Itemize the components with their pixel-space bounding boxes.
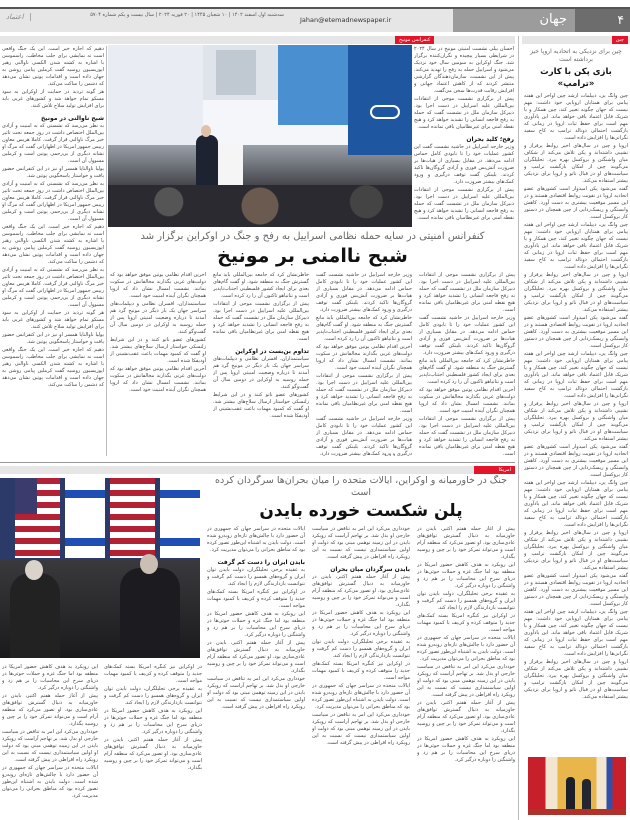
munich-conference-photo — [108, 45, 412, 227]
section-rule — [0, 462, 515, 463]
munich-column: آخرین اقدام نظامی پوتین موفق خواهد بود که دولت‌های غربی بگذارند مخالفانش در سکوت بمانند. نشست امسال نشان داد که اروپا همچنان نگران آینده امنیت خود است. سیاستمداران، افسران نظامی و دیپلمات‌های سراسر جهان یک بار دیگر در مونیخ گرد هم آمدند تا درباره وضعیت امنیتی اروپا پس از حمله روسیه به اوکراین در دومین سال آن گفت‌وگو کنند. کشورهای عضو ناتو کنند و در این شرایط زلنسکی خواستار ارسال سلاح‌های بیشتر شد. او گفت که کمبود مهمات باعث عقب‌نشینی از آودیفکا شده است. آخرین اقدام نظامی پوتین موفق خواهد بود که دولت‌های غربی بگذارند مخالفانش در سکوت بمانند. نشست امسال نشان داد که اروپا همچنان نگران آینده امنیت خود است. — [110, 272, 206, 393]
munich-article — [110, 230, 515, 456]
munich-left-column: دهیم که اجازه خیر است. این یک جنگ واقعی است نه نمایشی برای جلب مخاطب. راسموسن با اشاره به کشته شدن الکسی ناوالنی رهبر اپوزیسیون روسیه گفت کرملین پیامی روشن به جهان داده است و اقدامات پوتین نشان می‌دهد که دشمن را ساکت می‌کند. هر گونه تردید در حمایت از اوکراین به سود مسکو تمام خواهد شد و کشورهای غربی باید برای افزایش تولید سلاح تلاش کنند. شبح ناوالنی در مونیخ به نظر می‌رسد که نشستی که به امنیت و آزادی بین‌الملل اختصاص داشت در روز جمعه تحت تاثیر خبر مرگ ناوالنی قرار گرفت. کاملا هریس معاون رییس جمهور امریکا در اظهاراتی گفت که مرگ او نشانه دیگری از بی‌رحمی پوتین است و کرملین مسوول آن است. یولیا ناوالنایا همسر او نیز در این کنفرانس حضور یافت و خواستار پاسخگویی پوتین شد. به نظر می‌رسد که نشستی که به امنیت و آزادی بین‌الملل اختصاص داشت در روز جمعه تحت تاثیر خبر مرگ ناوالنی قرار گرفت. کاملا هریس معاون رییس جمهور امریکا در اظهاراتی گفت که مرگ او نشانه دیگری از بی‌رحمی پوتین است و کرملین مسوول آن است. دهیم که اجازه خیر است. این یک جنگ واقعی است نه نمایشی برای جلب مخاطب. راسموسن با اشاره به کشته شدن الکسی ناوالنی رهبر اپوزیسیون روسیه گفت کرملین پیامی روشن به جهان داده است و اقدامات پوتین نشان می‌دهد که دشمن را ساکت می‌کند. به نظر می‌رسد که نشستی که به امنیت و آزادی بین‌الملل اختصاص داشت در روز جمعه تحت تاثیر خبر مرگ ناوالنی قرار گرفت. کاملا هریس معاون رییس جمهور امریکا در اظهاراتی گفت که مرگ او نشانه دیگری از بی‌رحمی پوتین است و کرملین مسوول آن است. هر گونه تردید در حمایت از اوکراین به سود مسکو تمام خواهد شد و کشورهای غربی باید برای افزایش تولید سلاح تلاش کنند. یولیا ناوالنایا همسر او نیز در این کنفرانس حضور یافت و خواستار پاسخگویی پوتین شد. دهیم که اجازه خیر است. این یک جنگ واقعی است نه نمایشی برای جلب مخاطب. راسموسن با اشاره به کشته شدن الکسی ناوالنی رهبر اپوزیسیون روسیه گفت کرملین پیامی روشن به جهان داده است و اقدامات پوتین نشان می‌دهد که دشمن را ساکت می‌کند. — [2, 46, 104, 388]
america-article — [207, 475, 515, 817]
america-headline: پلن شکست خورده بایدن — [259, 501, 463, 521]
section-email[interactable]: Jahan@etemadnewspaper.ir — [300, 16, 392, 24]
munich-column: خاطرنشان کرد که جامعه بین‌المللی باید مانع گسترش جنگ به منطقه شود. او گفت گام‌های بعدی برای ایجاد کشور فلسطینی اجتناب‌ناپذیر است و نتانیاهو تاکنون آن را رد کرده است. پیش از برگزاری نشست موجی از انتقادات بین‌المللی علیه اسراییل در دست اجرا بود. دبیرکل سازمان ملل در نشست گفت که حمله به رفح فاجعه انسانی را تشدید خواهد کرد و هیچ نقطه امنی برای غیرنظامیان باقی نمانده است. تداوم بن‌بست در اوکراین سیاستمداران، افسران نظامی و دیپلمات‌های سراسر جهان یک بار دیگر در مونیخ گرد هم آمدند تا درباره وضعیت امنیتی اروپا پس از حمله روسیه به اوکراین در دومین سال آن گفت‌وگو کنند. کشورهای عضو ناتو کنند و در این شرایط زلنسکی خواستار ارسال سلاح‌های بیشتر شد. او گفت که کمبود مهمات باعث عقب‌نشینی از آودیفکا شده است. — [213, 272, 309, 419]
munich-photo-side-column: احسان بیلی نشست امنیتی مونیخ در سال ۲۰۲۴ در شرایطی بسیار پیچیده و نگران‌کننده برگزار شد. جنگ اوکراین به سومین سال خود نزدیک می‌شود و اسراییل حمله به رفح را تهدید می‌کند. پیش از این نشست، سازمان‌دهندگان گزارشی منتشر کردند که از کاهش اعتماد جهانی و افزایش رقابت قدرت‌ها سخن می‌گفت. پیش از برگزاری نشست موجی از انتقادات بین‌المللی علیه اسراییل در دست اجرا بود. دبیرکل سازمان ملل در نشست گفت که حمله به رفح فاجعه انسانی را تشدید خواهد کرد و هیچ نقطه امنی برای غیرنظامیان باقی نمانده است. رفح؛ کلید بحران وزیر خارجه اسراییل در حاشیه نشست گفت این کشور عملیات خود را تا نابودی کامل حماس ادامه می‌دهد. در مقابل بسیاری از هیات‌ها بر ضرورت آتش‌بس فوری و آزادی گروگان‌ها تاکید کردند. بلینکن گفت توقف درگیری و ورود کمک‌های بیشتر ضرورت دارد. پیش از برگزاری نشست موجی از انتقادات بین‌المللی علیه اسراییل در دست اجرا بود. دبیرکل سازمان ملل در نشست گفت که حمله به رفح فاجعه انسانی را تشدید خواهد کرد و هیچ نقطه امنی برای غیرنظامیان باقی نمانده است. — [414, 46, 514, 221]
section-strip — [0, 466, 515, 474]
tag-china: چین — [612, 36, 628, 44]
issue-date: سه‌شنبه اول اسفند ۱۴۰۲ | ۱۰ شعبان ۱۴۴۵ | ۲۰ فوریه ۲۰۲۴ | سال بیست و یکم شماره ۵۷۰۴ — [90, 12, 284, 18]
america-column: در اوکراین نیز کنگره امریکا بسته کمک‌های جدید را متوقف کرده و کی‌یف با کمبود مهمات مواجه است. به عقیده برخی تحلیلگران، دولت بایدن توان ایران و گروه‌های همسو را دست کم گرفت و نتوانست بازدارندگی لازم را ایجاد کند. این رویکرد به هدف کاهش حضور امریکا در منطقه بود اما جنگ غزه و حملات حوثی‌ها در دریای سرخ این محاسبات را بر هم زد و واشنگتن را دوباره درگیر کرد. پیش از آغاز حمله هفتم اکتبر، بایدن در خاورمیانه به دنبال گسترش توافق‌های عادی‌سازی بود. او تصور می‌کرد که منطقه آرام است و می‌تواند تمرکز خود را بر چین و روسیه بگذارد. — [104, 664, 202, 771]
tag-munich: کنفرانس مونیخ — [395, 36, 434, 44]
america-column: ایالات متحده در سراسر جهان که جمهوری در آن حضور دارد با چالش‌های تازه‌ای روبه‌رو شده است. دولت بایدن به اشتباه این‌طور تصور کرده بود که مناطق بحرانی را می‌توان مدیریت کرد. بایدن ایران را دست کم گرفت به عقیده برخی تحلیلگران، دولت بایدن توان ایران و گروه‌های همسو را دست کم گرفت و نتوانست بازدارندگی لازم را ایجاد کند. در اوکراین نیز کنگره امریکا بسته کمک‌های جدید را متوقف کرده و کی‌یف با کمبود مهمات مواجه است. این رویکرد به هدف کاهش حضور امریکا در منطقه بود اما جنگ غزه و حملات حوثی‌ها در دریای سرخ این محاسبات را بر هم زد و واشنگتن را دوباره درگیر کرد. پیش از آغاز حمله هفتم اکتبر، بایدن در خاورمیانه به دنبال گسترش توافق‌های عادی‌سازی بود. او تصور می‌کرد که منطقه آرام است و می‌تواند تمرکز خود را بر چین و روسیه بگذارد. خودداری می‌کرد این امر به تناقض در سیاست خارجی او بدل شد. بر تهاجم آراست که رویکرد بایدن در این زمینه توهمی مبنی بود که دولت او اولین سیاستمداری نیست که نسبت به این رویکرد راه افراطی در پیش گرفته است. — [207, 526, 305, 710]
munich-headline: شبح ناامنی بر مونیخ — [217, 245, 408, 267]
munich-column: وزیر خارجه اسراییل در حاشیه نشست گفت این کشور عملیات خود را تا نابودی کامل حماس ادامه می‌دهد. در مقابل بسیاری از هیات‌ها بر ضرورت آتش‌بس فوری و آزادی گروگان‌ها تاکید کردند. بلینکن گفت توقف درگیری و ورود کمک‌های بیشتر ضرورت دارد. خاطرنشان کرد که جامعه بین‌المللی باید مانع گسترش جنگ به منطقه شود. او گفت گام‌های بعدی برای ایجاد کشور فلسطینی اجتناب‌ناپذیر است و نتانیاهو تاکنون آن را رد کرده است. آخرین اقدام نظامی پوتین موفق خواهد بود که دولت‌های غربی بگذارند مخالفانش در سکوت بمانند. نشست امسال نشان داد که اروپا همچنان نگران آینده امنیت خود است. پیش از برگزاری نشست موجی از انتقادات بین‌المللی علیه اسراییل در دست اجرا بود. دبیرکل سازمان ملل در نشست گفت که حمله به رفح فاجعه انسانی را تشدید خواهد کرد و هیچ نقطه امنی برای غیرنظامیان باقی نمانده است. وزیر خارجه اسراییل در حاشیه نشست گفت این کشور عملیات خود را تا نابودی کامل حماس ادامه می‌دهد. در مقابل بسیاری از هیات‌ها بر ضرورت آتش‌بس فوری و آزادی گروگان‌ها تاکید کردند. بلینکن گفت توقف درگیری و ورود کمک‌های بیشتر ضرورت دارد. — [316, 272, 412, 456]
section-title: جهان — [453, 9, 575, 32]
munich-column: پیش از برگزاری نشست موجی از انتقادات بین‌المللی علیه اسراییل در دست اجرا بود. دبیرکل سازمان ملل در نشست گفت که حمله به رفح فاجعه انسانی را تشدید خواهد کرد و هیچ نقطه امنی برای غیرنظامیان باقی نمانده است. وزیر خارجه اسراییل در حاشیه نشست گفت این کشور عملیات خود را تا نابودی کامل حماس ادامه می‌دهد. در مقابل بسیاری از هیات‌ها بر ضرورت آتش‌بس فوری و آزادی گروگان‌ها تاکید کردند. بلینکن گفت توقف درگیری و ورود کمک‌های بیشتر ضرورت دارد. خاطرنشان کرد که جامعه بین‌المللی باید مانع گسترش جنگ به منطقه شود. او گفت گام‌های بعدی برای ایجاد کشور فلسطینی اجتناب‌ناپذیر است و نتانیاهو تاکنون آن را رد کرده است. آخرین اقدام نظامی پوتین موفق خواهد بود که دولت‌های غربی بگذارند مخالفانش در سکوت بمانند. نشست امسال نشان داد که اروپا همچنان نگران آینده امنیت خود است. پیش از برگزاری نشست موجی از انتقادات بین‌المللی علیه اسراییل در دست اجرا بود. دبیرکل سازمان ملل در نشست گفت که حمله به رفح فاجعه انسانی را تشدید خواهد کرد و هیچ نقطه امنی برای غیرنظامیان باقی نمانده است. — [419, 272, 515, 456]
section-strip — [0, 36, 515, 44]
america-kicker: جنگ در خاورمیانه و اوکراین، ایالات متحده را میان بحران‌ها سرگردان کرده است — [215, 475, 507, 498]
china-kicker: چین برای نزدیکی به اتحادیه اروپا خیز برداشته است — [530, 48, 622, 63]
america-column: خودداری می‌کرد این امر به تناقض در سیاست خارجی او بدل شد. بر تهاجم آراست که رویکرد بایدن در این زمینه توهمی مبنی بود که دولت او اولین سیاستمداری نیست که نسبت به این رویکرد راه افراطی در پیش گرفته است. بایدن سرگردان میان بحران پیش از آغاز حمله هفتم اکتبر، بایدن در خاورمیانه به دنبال گسترش توافق‌های عادی‌سازی بود. او تصور می‌کرد که منطقه آرام است و می‌تواند تمرکز خود را بر چین و روسیه بگذارد. این رویکرد به هدف کاهش حضور امریکا در منطقه بود اما جنگ غزه و حملات حوثی‌ها در دریای سرخ این محاسبات را بر هم زد و واشنگتن را دوباره درگیر کرد. به عقیده برخی تحلیلگران، دولت بایدن توان ایران و گروه‌های همسو را دست کم گرفت و نتوانست بازدارندگی لازم را ایجاد کند. در اوکراین نیز کنگره امریکا بسته کمک‌های جدید را متوقف کرده و کی‌یف با کمبود مهمات مواجه است. ایالات متحده در سراسر جهان که جمهوری در آن حضور دارد با چالش‌های تازه‌ای روبه‌رو شده است. دولت بایدن به اشتباه این‌طور تصور کرده بود که مناطق بحرانی را می‌توان مدیریت کرد. خودداری می‌کرد این امر به تناقض در سیاست خارجی او بدل شد. بر تهاجم آراست که رویکرد بایدن در این زمینه توهمی مبنی بود که دولت او اولین سیاستمداری نیست که نسبت به این رویکرد راه افراطی در پیش گرفته است. — [312, 526, 410, 746]
america-column: این رویکرد به هدف کاهش حضور امریکا در منطقه بود اما جنگ غزه و حملات حوثی‌ها در دریای سرخ این محاسبات را بر هم زد و واشنگتن را دوباره درگیر کرد. پیش از آغاز حمله هفتم اکتبر، بایدن در خاورمیانه به دنبال گسترش توافق‌های عادی‌سازی بود. او تصور می‌کرد که منطقه آرام است و می‌تواند تمرکز خود را بر چین و روسیه بگذارد. خودداری می‌کرد این امر به تناقض در سیاست خارجی او بدل شد. بر تهاجم آراست که رویکرد بایدن در این زمینه توهمی مبنی بود که دولت او اولین سیاستمداری نیست که نسبت به این رویکرد راه افراطی در پیش گرفته است. ایالات متحده در سراسر جهان که جمهوری در آن حضور دارد با چالش‌های تازه‌ای روبه‌رو شده است. دولت بایدن به اشتباه این‌طور تصور کرده بود که مناطق بحرانی را می‌توان مدیریت کرد. — [2, 664, 98, 799]
column-divider — [518, 36, 519, 820]
tag-america: امریکا — [474, 466, 515, 474]
china-body: چین وانگ یی، دیپلمات ارشد چین اواخر این هفته پیامی برای همتایان اروپایی خود داشت: مهم نیست که جهان چگونه تغییر کند، چین همکار و یا شریک قابل اعتماد باقی خواهد ماند. این یادآوری مهم است برای حفظ ثبات اروپا در زمانی که بازگشت احتمالی دونالد ترامپ به کاخ سفید نگرانی‌ها را افزایش داده است. اروپا و چین در سال‌های اخیر روابط پرفراز و نشیبی داشته‌اند و پکن تلاش می‌کند از شکاف میان واشنگتن و بروکسل بهره ببرد. تحلیلگران می‌گویند چین از امکان بازگشت ترامپ و سیاست‌های او در قبال ناتو و اروپا برای نزدیکی بیشتر استفاده می‌کند. گفته می‌شود پکن امیدوار است کشورهای عضو اتحادیه اروپا در تقویت روابط اقتصادی هستند و در این مسیر موقعیت بیشتری به دست آورد. کاهش وابستگی و ریسک‌زدایی از چین همچنان در دستور کار بروکسل است. چین وانگ یی، دیپلمات ارشد چین اواخر این هفته پیامی برای همتایان اروپایی خود داشت: مهم نیست که جهان چگونه تغییر کند، چین همکار و یا شریک قابل اعتماد باقی خواهد ماند. این یادآوری مهم است برای حفظ ثبات اروپا در زمانی که بازگشت احتمالی دونالد ترامپ به کاخ سفید نگرانی‌ها را افزایش داده است. اروپا و چین در سال‌های اخیر روابط پرفراز و نشیبی داشته‌اند و پکن تلاش می‌کند از شکاف میان واشنگتن و بروکسل بهره ببرد. تحلیلگران می‌گویند چین از امکان بازگشت ترامپ و سیاست‌های او در قبال ناتو و اروپا برای نزدیکی بیشتر استفاده می‌کند. گفته می‌شود پکن امیدوار است کشورهای عضو اتحادیه اروپا در تقویت روابط اقتصادی هستند و در این مسیر موقعیت بیشتری به دست آورد. کاهش وابستگی و ریسک‌زدایی از چین همچنان در دستور کار بروکسل است. چین وانگ یی، دیپلمات ارشد چین اواخر این هفته پیامی برای همتایان اروپایی خود داشت: مهم نیست که جهان چگونه تغییر کند، چین همکار و یا شریک قابل اعتماد باقی خواهد ماند. این یادآوری مهم است برای حفظ ثبات اروپا در زمانی که بازگشت احتمالی دونالد ترامپ به کاخ سفید نگرانی‌ها را افزایش داده است. اروپا و چین در سال‌های اخیر روابط پرفراز و نشیبی داشته‌اند و پکن تلاش می‌کند از شکاف میان واشنگتن و بروکسل بهره ببرد. تحلیلگران می‌گویند چین از امکان بازگشت ترامپ و سیاست‌های او در قبال ناتو و اروپا برای نزدیکی بیشتر استفاده می‌کند. گفته می‌شود پکن امیدوار است کشورهای عضو اتحادیه اروپا در تقویت روابط اقتصادی هستند و در این مسیر موقعیت بیشتری به دست آورد. کاهش وابستگی و ریسک‌زدایی از چین همچنان در دستور کار بروکسل است. چین وانگ یی، دیپلمات ارشد چین اواخر این هفته پیامی برای همتایان اروپایی خود داشت: مهم نیست که جهان چگونه تغییر کند، چین همکار و یا شریک قابل اعتماد باقی خواهد ماند. این یادآوری مهم است برای حفظ ثبات اروپا در زمانی که بازگشت احتمالی دونالد ترامپ به کاخ سفید نگرانی‌ها را افزایش داده است. اروپا و چین در سال‌های اخیر روابط پرفراز و نشیبی داشته‌اند و پکن تلاش می‌کند از شکاف میان واشنگتن و بروکسل بهره ببرد. تحلیلگران می‌گویند چین از امکان بازگشت ترامپ و سیاست‌های او در قبال ناتو و اروپا برای نزدیکی بیشتر استفاده می‌کند. گفته می‌شود پکن امیدوار است کشورهای عضو اتحادیه اروپا در تقویت روابط اقتصادی هستند و در این مسیر موقعیت بیشتری به دست آورد. کاهش وابستگی و ریسک‌زدایی از چین همچنان در دستور کار بروکسل است. چین وانگ یی، دیپلمات ارشد چین اواخر این هفته پیامی برای همتایان اروپایی خود داشت: مهم نیست که جهان چگونه تغییر کند، چین همکار و یا شریک قابل اعتماد باقی خواهد ماند. این یادآوری مهم است برای حفظ ثبات اروپا در زمانی که بازگشت احتمالی دونالد ترامپ به کاخ سفید نگرانی‌ها را افزایش داده است. اروپا و چین در سال‌های اخیر روابط پرفراز و نشیبی داشته‌اند و پکن تلاش می‌کند از شکاف میان واشنگتن و بروکسل بهره ببرد. تحلیلگران می‌گویند چین از امکان بازگشت ترامپ و سیاست‌های او در قبال ناتو و اروپا برای نزدیکی بیشتر استفاده می‌کند. — [524, 93, 628, 700]
munich-kicker: کنفرانس امنیتی در سایه حمله نظامی اسراییل به رفح و جنگ در اوکراین برگزار شد — [140, 231, 485, 242]
newspaper-logo: اعتماد — [6, 13, 31, 21]
china-russia-leaders-photo — [528, 757, 626, 815]
america-column: پیش از آغاز حمله هفتم اکتبر، بایدن در خاورمیانه به دنبال گسترش توافق‌های عادی‌سازی بود. او تصور می‌کرد که منطقه آرام است و می‌تواند تمرکز خود را بر چین و روسیه بگذارد. این رویکرد به هدف کاهش حضور امریکا در منطقه بود اما جنگ غزه و حملات حوثی‌ها در دریای سرخ این محاسبات را بر هم زد و واشنگتن را دوباره درگیر کرد. به عقیده برخی تحلیلگران، دولت بایدن توان ایران و گروه‌های همسو را دست کم گرفت و نتوانست بازدارندگی لازم را ایجاد کند. در اوکراین نیز کنگره امریکا بسته کمک‌های جدید را متوقف کرده و کی‌یف با کمبود مهمات مواجه است. ایالات متحده در سراسر جهان که جمهوری در آن حضور دارد با چالش‌های تازه‌ای روبه‌رو شده است. دولت بایدن به اشتباه این‌طور تصور کرده بود که مناطق بحرانی را می‌توان مدیریت کرد. خودداری می‌کرد این امر به تناقض در سیاست خارجی او بدل شد. بر تهاجم آراست که رویکرد بایدن در این زمینه توهمی مبنی بود که دولت او اولین سیاستمداری نیست که نسبت به این رویکرد راه افراطی در پیش گرفته است. پیش از آغاز حمله هفتم اکتبر، بایدن در خاورمیانه به دنبال گسترش توافق‌های عادی‌سازی بود. او تصور می‌کرد که منطقه آرام است و می‌تواند تمرکز خود را بر چین و روسیه بگذارد. این رویکرد به هدف کاهش حضور امریکا در منطقه بود اما جنگ غزه و حملات حوثی‌ها در دریای سرخ این محاسبات را بر هم زد و واشنگتن را دوباره درگیر کرد. — [417, 526, 515, 763]
munich-columns — [110, 272, 515, 456]
page-number: ۴ — [575, 9, 630, 32]
china-headline: بازی پکن با کارت «ترامپ» — [540, 67, 612, 89]
china-article — [524, 48, 628, 754]
america-columns — [207, 526, 515, 817]
column-divider — [106, 46, 107, 456]
america-leaders-photo — [0, 478, 200, 658]
